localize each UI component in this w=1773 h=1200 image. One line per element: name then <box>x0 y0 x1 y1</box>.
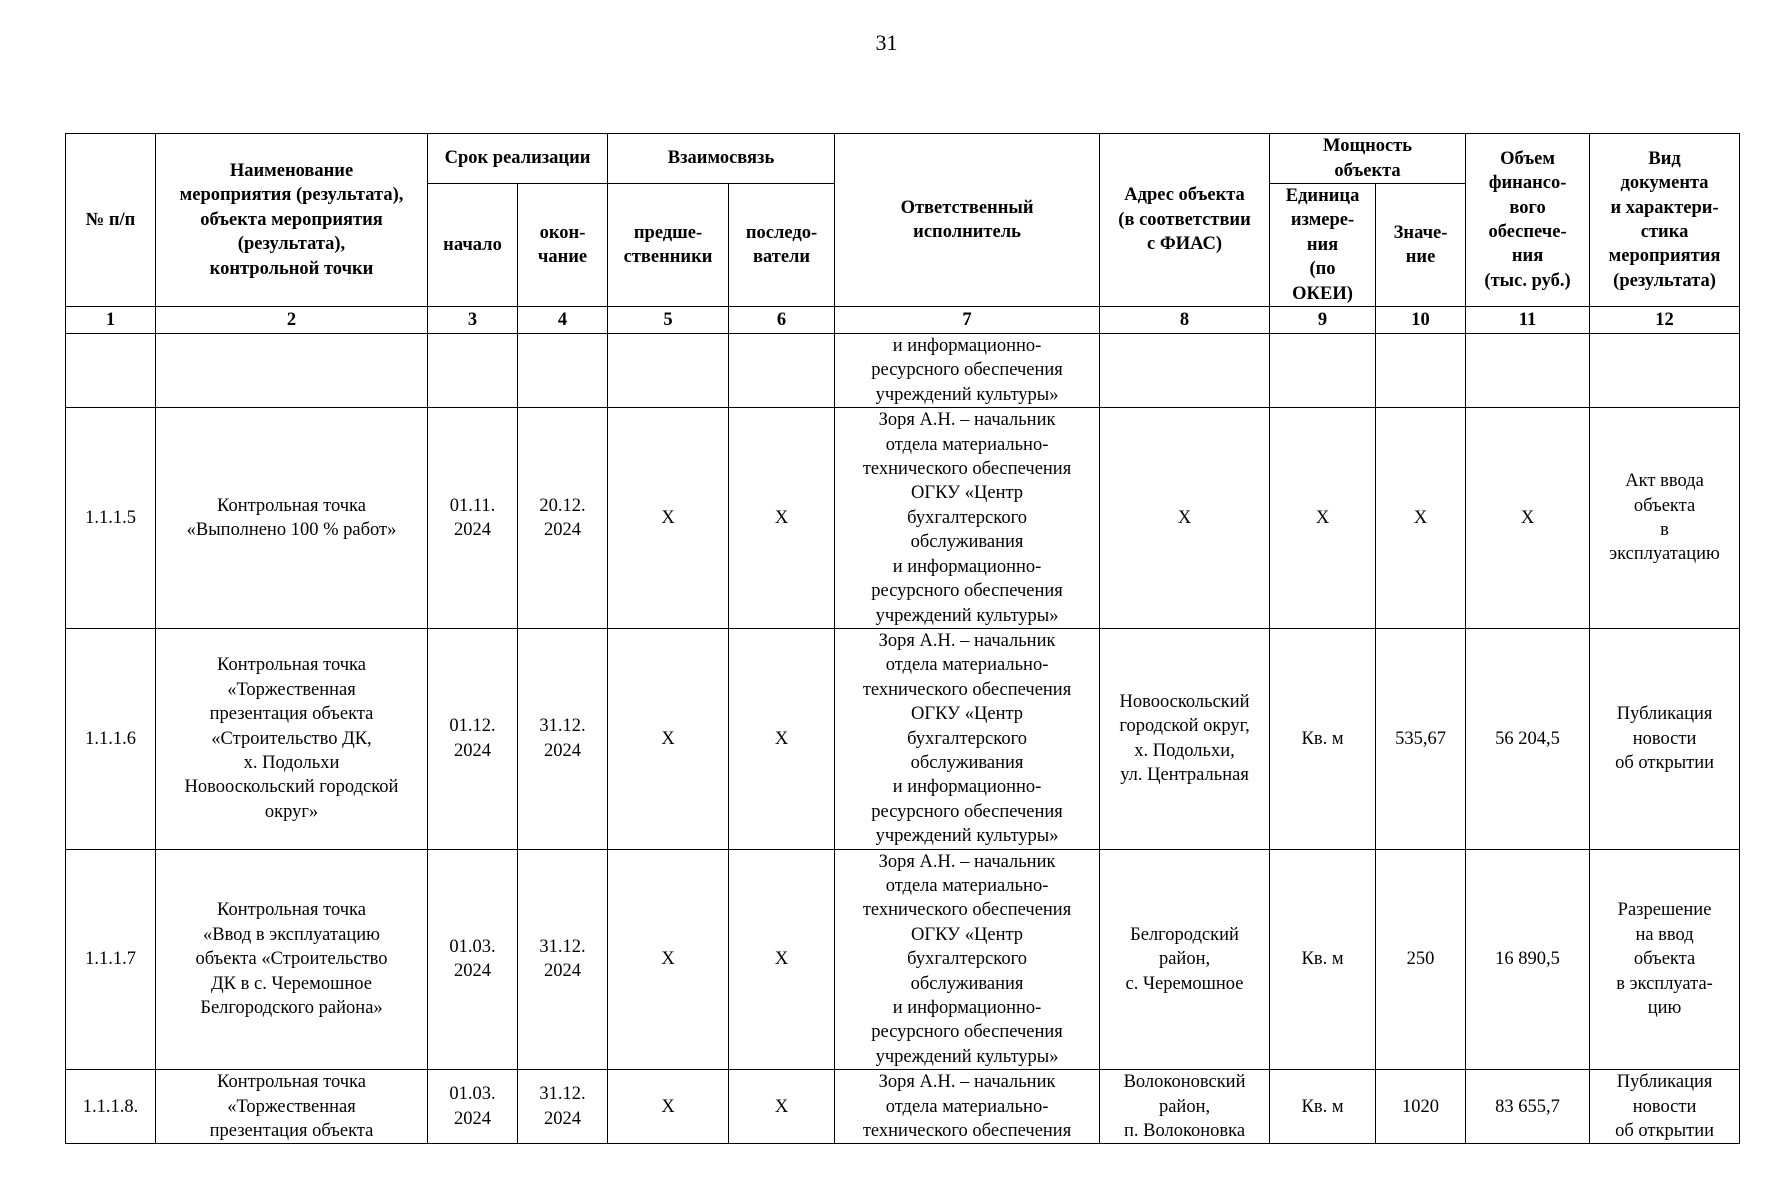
cell-address <box>1100 334 1270 408</box>
cell-address: Волоконовский район, п. Волоконовка <box>1100 1070 1270 1144</box>
header-responsible: Ответственный исполнитель <box>835 134 1100 307</box>
cell-num: 1.1.1.5 <box>66 408 156 629</box>
cell-value: 535,67 <box>1376 628 1466 849</box>
column-number: 10 <box>1376 307 1466 334</box>
table-row <box>66 1070 1740 1144</box>
cell-name: Контрольная точка «Торжественная презентация объекта «Строительство ДК, х. Подольхи Новооскольский городской округ» <box>156 628 428 849</box>
cell-start: 01.12. 2024 <box>428 628 518 849</box>
cell-name <box>156 334 428 408</box>
cell-start: 01.03. 2024 <box>428 1070 518 1144</box>
cell-document: Публикация новости об открытии <box>1590 628 1740 849</box>
cell-finance: Х <box>1466 408 1590 629</box>
column-number: 11 <box>1466 307 1590 334</box>
page-number: 31 <box>875 30 898 55</box>
header-link-prev: предше- ственники <box>608 184 729 307</box>
cell-num: 1.1.1.6 <box>66 628 156 849</box>
cell-next: Х <box>729 1070 835 1144</box>
cell-responsible: Зоря А.Н. – начальник отдела материально- технического обеспечения ОГКУ «Центр бухгалтерского обслуживания и информационно- ресурсного обеспечения учреждений культуры» <box>835 628 1100 849</box>
cell-prev: Х <box>608 1070 729 1144</box>
cell-num <box>66 334 156 408</box>
cell-address: Белгородский район, с. Черемошное <box>1100 849 1270 1070</box>
cell-prev: Х <box>608 408 729 629</box>
column-number: 9 <box>1270 307 1376 334</box>
column-number: 1 <box>66 307 156 334</box>
column-number: 12 <box>1590 307 1740 334</box>
cell-address: Х <box>1100 408 1270 629</box>
cell-unit: Кв. м <box>1270 849 1376 1070</box>
header-term-start: начало <box>428 184 518 307</box>
header-num: № п/п <box>66 134 156 307</box>
cell-next: Х <box>729 628 835 849</box>
cell-responsible: Зоря А.Н. – начальник отдела материально- технического обеспечения ОГКУ «Центр бухгалтерского обслуживания и информационно- ресурсного обеспечения учреждений культуры» <box>835 849 1100 1070</box>
cell-responsible: Зоря А.Н. – начальник отдела материально- технического обеспечения ОГКУ «Центр бухгалтерского обслуживания и информационно- ресурсного обеспечения учреждений культуры» <box>835 408 1100 629</box>
cell-finance: 16 890,5 <box>1466 849 1590 1070</box>
cell-prev <box>608 334 729 408</box>
column-number: 2 <box>156 307 428 334</box>
table-row <box>66 628 1740 849</box>
header-name: Наименование мероприятия (результата), объекта мероприятия (результата), контрольной точки <box>156 134 428 307</box>
cell-value <box>1376 334 1466 408</box>
cell-document <box>1590 334 1740 408</box>
table-body <box>66 334 1740 1144</box>
column-number: 7 <box>835 307 1100 334</box>
cell-next: Х <box>729 408 835 629</box>
cell-name: Контрольная точка «Торжественная презентация объекта <box>156 1070 428 1144</box>
cell-end <box>518 334 608 408</box>
cell-document: Акт ввода объекта в эксплуатацию <box>1590 408 1740 629</box>
cell-responsible: Зоря А.Н. – начальник отдела материально- технического обеспечения <box>835 1070 1100 1144</box>
table-row <box>66 849 1740 1070</box>
cell-prev: Х <box>608 849 729 1070</box>
cell-start: 01.03. 2024 <box>428 849 518 1070</box>
cell-value: 250 <box>1376 849 1466 1070</box>
cell-finance <box>1466 334 1590 408</box>
cell-value: 1020 <box>1376 1070 1466 1144</box>
column-number: 6 <box>729 307 835 334</box>
cell-unit: Х <box>1270 408 1376 629</box>
cell-start: 01.11. 2024 <box>428 408 518 629</box>
header-capacity-value: Значе- ние <box>1376 184 1466 307</box>
column-numbers-row <box>66 307 1740 334</box>
cell-document: Публикация новости об открытии <box>1590 1070 1740 1144</box>
cell-next <box>729 334 835 408</box>
column-number: 3 <box>428 307 518 334</box>
cell-prev: Х <box>608 628 729 849</box>
cell-num: 1.1.1.7 <box>66 849 156 1070</box>
header-capacity-unit: Единица измере- ния (по ОКЕИ) <box>1270 184 1376 307</box>
header-link: Взаимосвязь <box>608 134 835 184</box>
header-document: Вид документа и характери- стика мероприятия (результата) <box>1590 134 1740 307</box>
cell-num: 1.1.1.8. <box>66 1070 156 1144</box>
column-number: 8 <box>1100 307 1270 334</box>
table-row <box>66 408 1740 629</box>
header-capacity: Мощность объекта <box>1270 134 1466 184</box>
cell-name: Контрольная точка «Выполнено 100 % работ» <box>156 408 428 629</box>
cell-document: Разрешение на ввод объекта в эксплуата- цию <box>1590 849 1740 1070</box>
cell-next: Х <box>729 849 835 1070</box>
cell-end: 31.12. 2024 <box>518 1070 608 1144</box>
header-finance: Объем финансо- вого обеспече- ния (тыс. руб.) <box>1466 134 1590 307</box>
cell-finance: 56 204,5 <box>1466 628 1590 849</box>
cell-unit <box>1270 334 1376 408</box>
cell-unit: Кв. м <box>1270 1070 1376 1144</box>
cell-end: 31.12. 2024 <box>518 628 608 849</box>
table-row <box>66 334 1740 408</box>
cell-end: 31.12. 2024 <box>518 849 608 1070</box>
cell-finance: 83 655,7 <box>1466 1070 1590 1144</box>
cell-name: Контрольная точка «Ввод в эксплуатацию объекта «Строительство ДК в с. Черемошное Белгородского района» <box>156 849 428 1070</box>
header-link-next: последо- ватели <box>729 184 835 307</box>
cell-responsible: и информационно- ресурсного обеспечения учреждений культуры» <box>835 334 1100 408</box>
table-header <box>66 134 1740 334</box>
cell-end: 20.12. 2024 <box>518 408 608 629</box>
cell-value: Х <box>1376 408 1466 629</box>
header-term: Срок реализации <box>428 134 608 184</box>
column-number: 5 <box>608 307 729 334</box>
cell-unit: Кв. м <box>1270 628 1376 849</box>
header-address: Адрес объекта (в соответствии с ФИАС) <box>1100 134 1270 307</box>
cell-start <box>428 334 518 408</box>
header-term-end: окон- чание <box>518 184 608 307</box>
cell-address: Новооскольский городской округ, х. Подольхи, ул. Центральная <box>1100 628 1270 849</box>
column-number: 4 <box>518 307 608 334</box>
activities-table <box>65 133 1740 1144</box>
